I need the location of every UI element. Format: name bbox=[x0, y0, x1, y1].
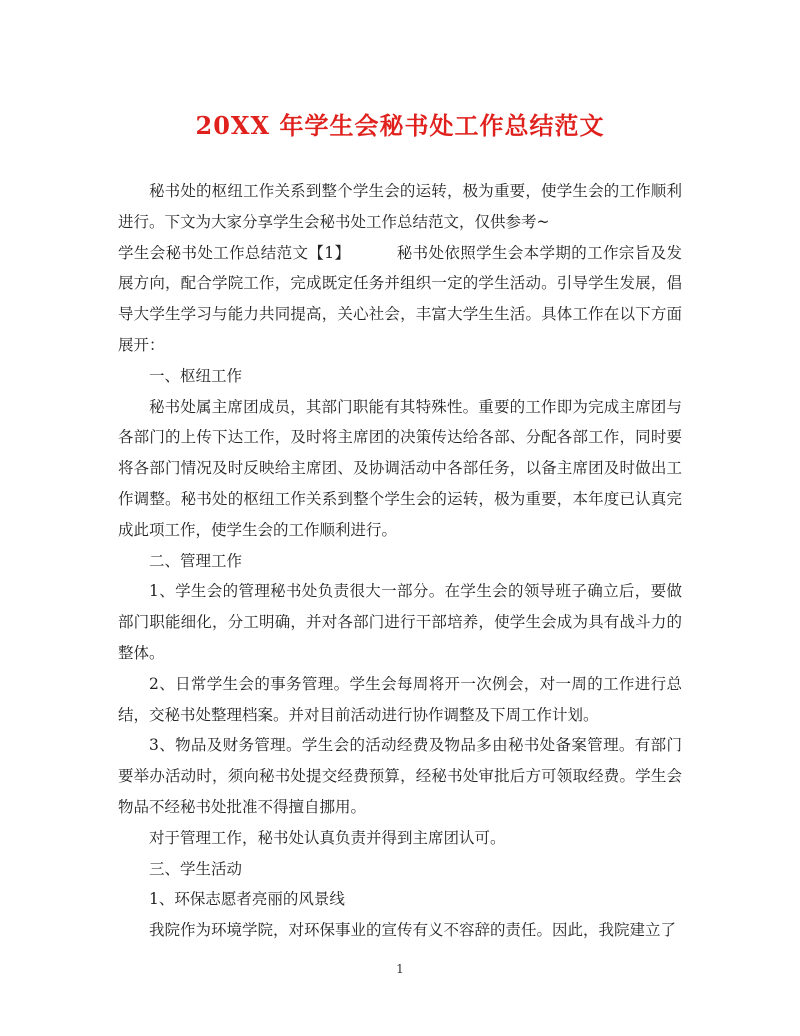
heading-follow: 秘书处依照学生会本学期的工作宗旨及发展方向，配合学院工作，完成既定任务并组织一定的学生活动。引导学生发展，倡导大学生学习与能力共同提高，关心社会，丰富大学生生活。具体工作在以下方面展开： bbox=[118, 243, 682, 354]
intro-paragraph: 秘书处的枢纽工作关系到整个学生会的运转，极为重要，使学生会的工作顺利进行。下文为大家分享学生会秘书处工作总结范文，仅供参考~ bbox=[118, 182, 682, 231]
section1-paragraph: 秘书处属主席团成员，其部门职能有其特殊性。重要的工作即为完成主席团与各部门的上传下达工作，及时将主席团的决策传达给各部、分配各部工作，同时要将各部门情况及时反映给主席团、及协调活动中各部任务，以备主席团及时做出工作调整。秘书处的枢纽工作关系到整个学生会的运转，极为重要，本年度已认真完成此项工作，使学生会的工作顺利进行。 bbox=[118, 397, 682, 539]
section1-title: 一、枢纽工作 bbox=[149, 366, 243, 385]
section2-summary: 对于管理工作，秘书处认真负责并得到主席团认可。 bbox=[149, 828, 506, 847]
heading-paragraph bbox=[118, 238, 682, 361]
section3-item-1: 1、环保志愿者亮丽的风景线 bbox=[149, 890, 345, 909]
section3-paragraph: 我院作为环境学院，对环保事业的宣传有义不容辞的责任。因此，我院建立了 bbox=[149, 921, 677, 940]
section2-item-1: 1、学生会的管理秘书处负责很大一部分。在学生会的领导班子确立后，要做部门职能细化，分工明确，并对各部门进行干部培养，使学生会成为具有战斗力的整体。 bbox=[118, 582, 682, 662]
heading-lead: 学生会秘书处工作总结范文【1】 bbox=[118, 243, 351, 262]
section2-title: 二、管理工作 bbox=[149, 551, 243, 570]
document-body bbox=[118, 176, 682, 946]
section3-title: 三、学生活动 bbox=[149, 859, 243, 878]
document-title: 20XX 年学生会秘书处工作总结范文 bbox=[195, 111, 605, 140]
page-number: 1 bbox=[396, 962, 404, 976]
section2-item-2: 2、日常学生会的事务管理。学生会每周将开一次例会，对一周的工作进行总结，交秘书处整理档案。并对目前活动进行协作调整及下周工作计划。 bbox=[118, 674, 682, 724]
section2-item-3: 3、物品及财务管理。学生会的活动经费及物品多由秘书处备案管理。有部门要举办活动时，须向秘书处提交经费预算，经秘书处审批后方可领取经费。学生会物品不经秘书处批准不得擅自挪用。 bbox=[118, 736, 682, 816]
